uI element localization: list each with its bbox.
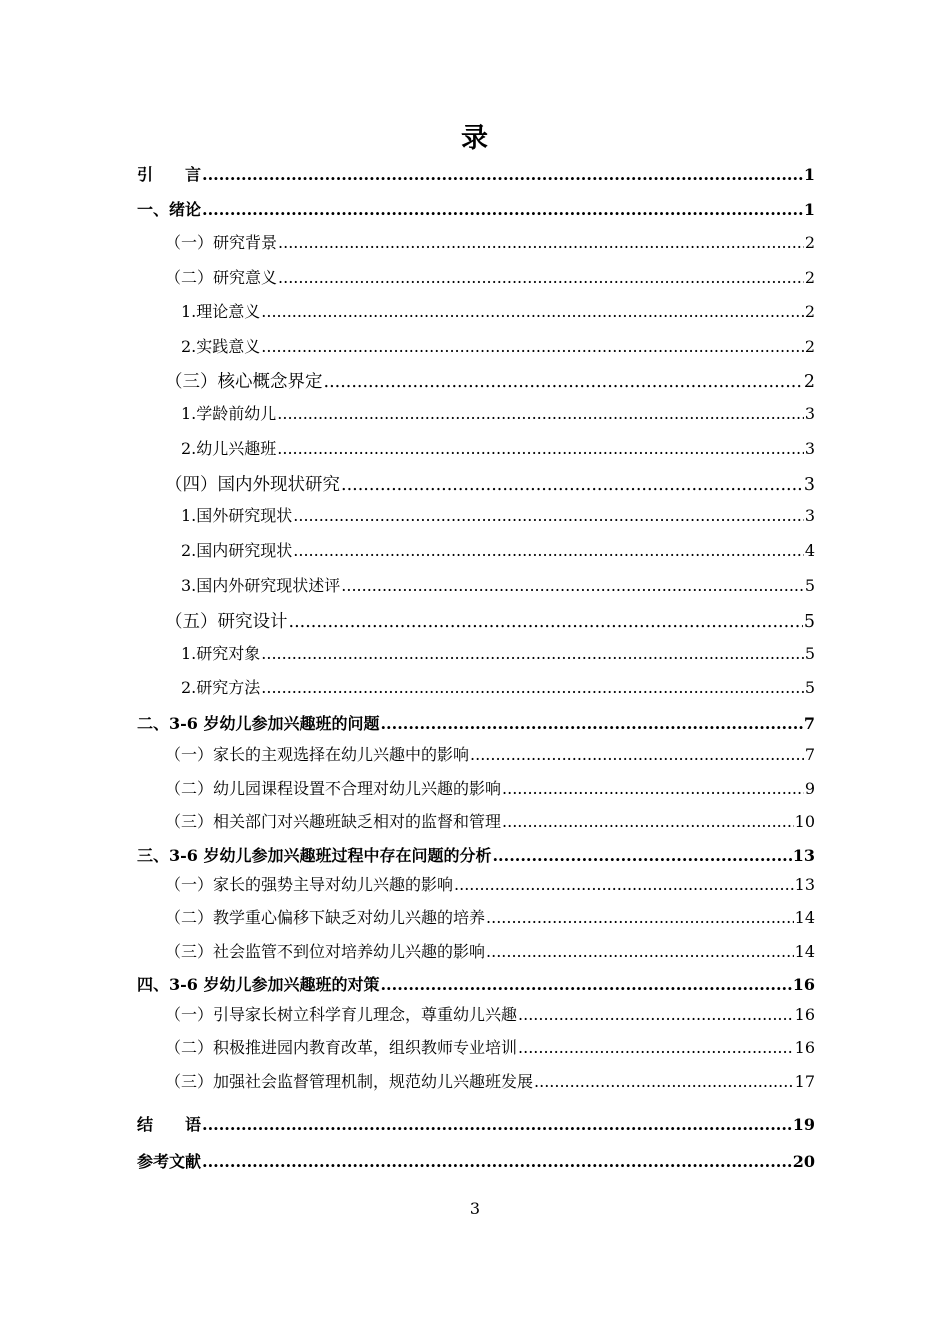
toc-entry[interactable] — [137, 678, 815, 698]
toc-entry-page: 17 — [794, 1072, 815, 1091]
toc-entry[interactable] — [137, 745, 815, 765]
toc-entry-label: 2.幼儿兴趣班 — [181, 439, 277, 458]
toc-entry-page: 2 — [804, 302, 815, 321]
toc-title: 录 — [461, 123, 489, 154]
toc-entry-label: （三）相关部门对兴趣班缺乏相对的监督和管理 — [165, 812, 502, 831]
toc-entry-label: （二）教学重心偏移下缺乏对幼儿兴趣的培养 — [165, 908, 486, 927]
toc-entry-label: 结 语 — [137, 1115, 202, 1134]
toc-entry[interactable] — [137, 439, 815, 459]
toc-entry-page: 3 — [804, 506, 815, 525]
toc-entry-label: 1.理论意义 — [181, 302, 261, 321]
toc-entry[interactable] — [137, 268, 815, 288]
toc-entry[interactable] — [137, 714, 815, 734]
toc-entry-page: 1 — [803, 165, 815, 184]
toc-entry-page: 7 — [803, 714, 815, 733]
toc-entry-label: （二）积极推进园内教育改革，组织教师专业培训 — [165, 1038, 518, 1057]
toc-entry-page: 7 — [804, 745, 815, 764]
toc-entry[interactable] — [137, 165, 815, 185]
toc-entry[interactable] — [137, 875, 815, 895]
toc-entry-page: 13 — [794, 875, 815, 894]
toc-entry-page: 13 — [792, 846, 815, 865]
toc-entry[interactable] — [137, 404, 815, 424]
toc-entry-label: （二）幼儿园课程设置不合理对幼儿兴趣的影响 — [165, 779, 502, 798]
toc-entry-label: 1.学龄前幼儿 — [181, 404, 277, 423]
toc-entry-page: 10 — [794, 812, 815, 831]
toc-entry-page: 5 — [804, 644, 815, 663]
toc-entry-page: 14 — [794, 942, 815, 961]
toc-entry-page: 2 — [804, 337, 815, 356]
toc-entry-page: 16 — [794, 1005, 815, 1024]
toc-entry-page: 2 — [804, 268, 815, 287]
toc-entry-page: 4 — [804, 541, 815, 560]
toc-entry[interactable] — [137, 302, 815, 322]
toc-entry-page: 2 — [803, 372, 815, 392]
toc-entry[interactable] — [137, 541, 815, 561]
toc-entry-label: （一）家长的主观选择在幼儿兴趣中的影响 — [165, 745, 470, 764]
toc-entry[interactable] — [137, 475, 815, 495]
toc-entry[interactable] — [137, 1072, 815, 1092]
toc-entry[interactable] — [137, 812, 815, 832]
toc-entry-label: 2.研究方法 — [181, 678, 261, 697]
toc-entry-page: 19 — [792, 1115, 815, 1134]
toc-entry[interactable] — [137, 846, 815, 866]
toc-entry[interactable] — [137, 200, 815, 220]
toc-entry-label: 2.实践意义 — [181, 337, 261, 356]
toc-entry[interactable] — [137, 975, 815, 995]
toc-entry-page: 3 — [804, 439, 815, 458]
toc-entry-label: （二）研究意义 — [165, 268, 278, 287]
toc-entry-label: （三）加强社会监督管理机制，规范幼儿兴趣班发展 — [165, 1072, 534, 1091]
toc-entry-label: 四、3-6 岁幼儿参加兴趣班的对策 — [137, 975, 380, 994]
toc-entry[interactable] — [137, 942, 815, 962]
toc-entry-page: 2 — [804, 233, 815, 252]
toc-entry[interactable] — [137, 1115, 815, 1135]
toc-entry-label: 1.国外研究现状 — [181, 506, 293, 525]
toc-entry-label: 三、3-6 岁幼儿参加兴趣班过程中存在问题的分析 — [137, 846, 492, 865]
toc-entry-page: 3 — [804, 404, 815, 423]
toc-entry[interactable] — [137, 1152, 815, 1172]
toc-entry[interactable] — [137, 779, 815, 799]
toc-entry-label: 参考文献 — [137, 1152, 202, 1171]
toc-entry-label: 一、绪论 — [137, 200, 202, 219]
toc-entry[interactable] — [137, 612, 815, 632]
toc-entry-page: 20 — [792, 1152, 815, 1171]
toc-entry-label: 二、3-6 岁幼儿参加兴趣班的问题 — [137, 714, 380, 733]
toc-entry-label: （四）国内外现状研究 — [165, 475, 340, 495]
toc-entry[interactable] — [137, 233, 815, 253]
toc-entry-page: 5 — [804, 678, 815, 697]
toc-entry-label: 引 言 — [137, 165, 202, 184]
toc-entry[interactable] — [137, 576, 815, 596]
toc-entry[interactable] — [137, 644, 815, 664]
toc-entry-page: 1 — [803, 200, 815, 219]
toc-entry-page: 5 — [804, 576, 815, 595]
toc-entry-page: 5 — [803, 612, 815, 632]
toc-entry-label: （五）研究设计 — [165, 612, 288, 632]
toc-entry[interactable] — [137, 372, 815, 392]
toc-entry[interactable] — [137, 1038, 815, 1058]
toc-entry[interactable] — [137, 506, 815, 526]
toc-entry-label: （三）社会监管不到位对培养幼儿兴趣的影响 — [165, 942, 486, 961]
toc-entry[interactable] — [137, 337, 815, 357]
toc-entry-page: 16 — [794, 1038, 815, 1057]
toc-entry-label: （一）研究背景 — [165, 233, 278, 252]
toc-entry-label: 2.国内研究现状 — [181, 541, 293, 560]
toc-entry-label: （三）核心概念界定 — [165, 372, 323, 392]
toc-entry-page: 3 — [803, 475, 815, 495]
toc-entry-page: 14 — [794, 908, 815, 927]
toc-entry-label: 1.研究对象 — [181, 644, 261, 663]
toc-entry-page: 9 — [804, 779, 815, 798]
toc-entry-label: 3.国内外研究现状述评 — [181, 576, 341, 595]
toc-entry-label: （一）引导家长树立科学育儿理念，尊重幼儿兴趣 — [165, 1005, 518, 1024]
toc-entry[interactable] — [137, 1005, 815, 1025]
toc-entry-page: 16 — [792, 975, 815, 994]
toc-entry-label: （一）家长的强势主导对幼儿兴趣的影响 — [165, 875, 454, 894]
page-number: 3 — [469, 1199, 481, 1218]
toc-entry[interactable] — [137, 908, 815, 928]
